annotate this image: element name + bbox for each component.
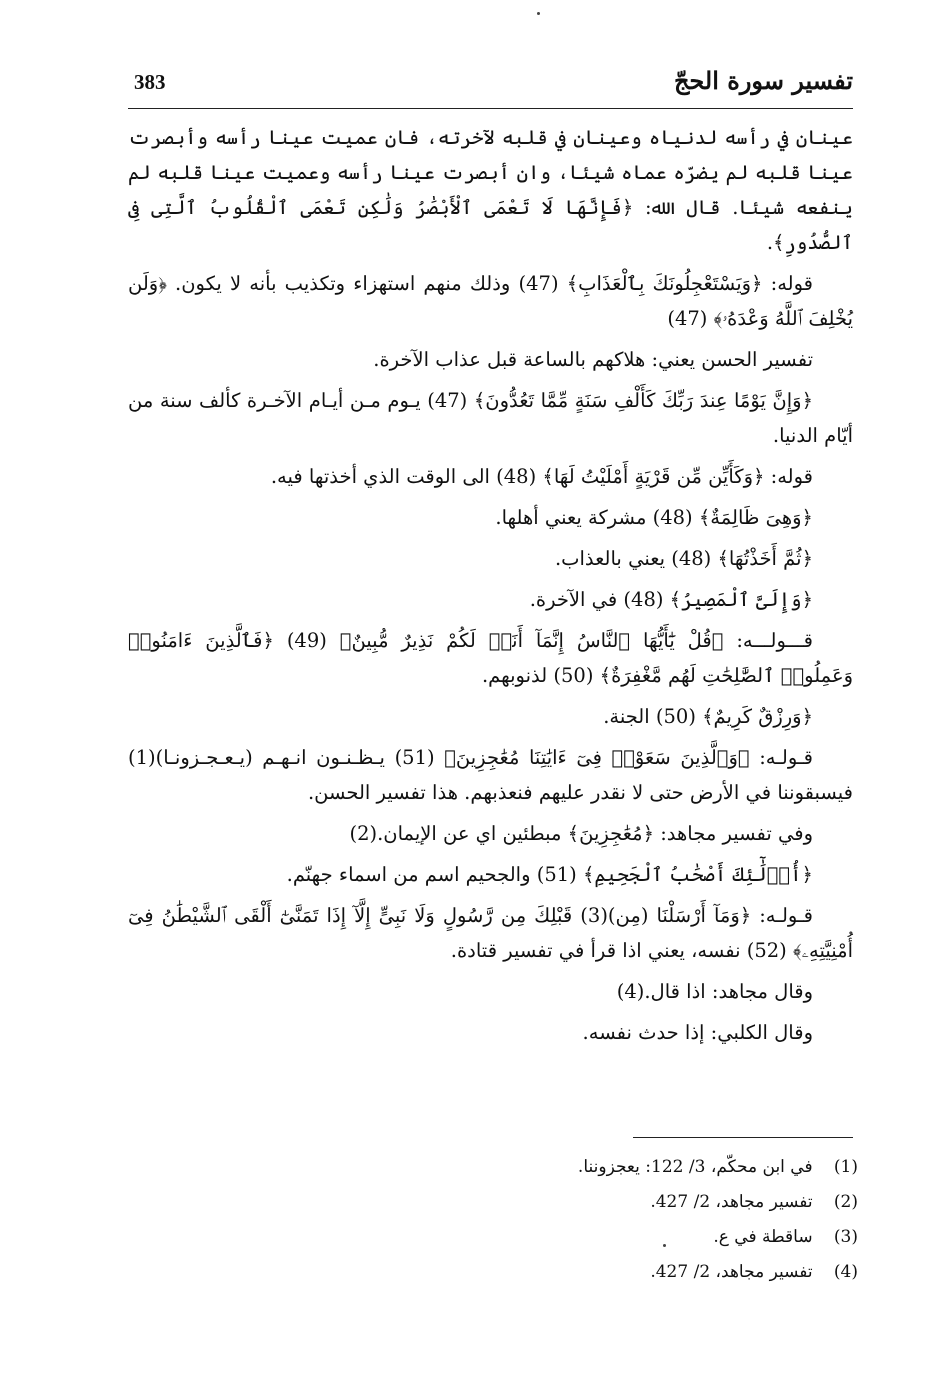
footnote-text: تفسير مجاهد، 2/ 427. — [650, 1262, 813, 1282]
paragraph: قوله: ﴿وَيَسْتَعْجِلُونَكَ بِٱلْعَذَابِ﴾ (47) وذلك منهم استهزاء وتكذيب بأنه لا يكون. ﴿وَلَن يُخْلِفَ ٱللَّهُ وَعْدَهُۥ﴾ (47) — [128, 272, 853, 330]
page-header — [128, 62, 853, 109]
running-title: تفسير سورة الحجّ — [673, 66, 853, 95]
main-text — [128, 120, 853, 1056]
footnote — [400, 1185, 858, 1220]
paragraph: وقال الكلبي: إذا حدث نفسه. — [582, 1021, 813, 1044]
footnote-number: (4) — [833, 1262, 858, 1282]
scan-speck — [663, 1244, 666, 1247]
paragraph: ﴿ثُمَّ أَخَذْتُهَا﴾ (48) يعني بالعذاب. — [554, 547, 813, 570]
paragraph: وفي تفسير مجاهد: ﴿مُعَٰجِزِينَ﴾ مبطئين اي عن الإيمان.(2) — [349, 822, 813, 845]
footnote — [400, 1220, 858, 1255]
paragraph: تفسير الحسن يعني: هلاكهم بالساعة قبل عذاب الآخرة. — [373, 348, 813, 371]
paragraph: وقال مجاهد: اذا قال.(4) — [616, 980, 813, 1003]
page-number: 383 — [134, 70, 166, 94]
paragraph: ﴿وَإِلَىَّ ٱلْمَصِيرُ﴾ (48) في الآخرة. — [529, 588, 813, 611]
footnotes — [400, 1150, 858, 1290]
footnote-number: (3) — [833, 1227, 858, 1247]
footnote-text: في ابن محكّم، 3/ 122: يعجزوننا. — [577, 1157, 813, 1177]
paragraph: ﴿وَهِىَ ظَالِمَةٌ﴾ (48) مشركة يعني أهلها. — [495, 506, 813, 529]
footnote-separator — [633, 1137, 853, 1138]
paragraph: عينان في رأسه لدنياه وعينان في قلبه لآخرته، فان عميت عينا رأسه وأبصرت عينا قلبه لم يضرّه عماه شيئا، وان أبصرت عينا رأسه وعميت عينا قلبه لم ينفعه شيئا. قال الله: ﴿فَإِنَّهَا لَا تَعْمَى ٱلْأَبْصَٰرُ وَلَٰكِن تَعْمَى ٱلْقُلُوبُ ٱلَّتِى فِى ٱلصُّدُورِ﴾. — [128, 126, 853, 254]
paragraph: قـولـه: ﴿وَٱلَّذِينَ سَعَوْا۟ فِىٓ ءَايَٰتِنَا مُعَٰجِزِينَ﴾ (51) يـظـنـون انـهـم (يـعـجـزونـا)(1) فيسبقوننا في الأرض حتى لا نقدر عليهم فنعذبهم. هذا تفسير الحسن. — [128, 746, 853, 804]
paragraph: ﴿وَرِزْقٌ كَرِيمٌ﴾ (50) الجنة. — [603, 705, 813, 728]
footnote-text: ساقطة في ع. — [713, 1227, 813, 1247]
footnote — [400, 1255, 858, 1290]
paragraph: قوله: ﴿وَكَأَيِّن مِّن قَرْيَةٍ أَمْلَيْتُ لَهَا﴾ (48) الى الوقت الذي أخذتها فيه. — [270, 465, 813, 488]
paragraph: ﴿وَإِنَّ يَوْمًا عِندَ رَبِّكَ كَأَلْفِ سَنَةٍ مِّمَّا تَعُدُّونَ﴾ (47) يـوم مـن أيـام الآخـرة كألف سنة من أيّام الدنيا. — [128, 389, 853, 447]
footnote-number: (1) — [833, 1157, 858, 1177]
footnote-number: (2) — [833, 1192, 858, 1212]
scan-speck — [537, 12, 540, 15]
paragraph: قـولـه: ﴿وَمَآ أَرْسَلْنَا (مِن)(3) قَبْلِكَ مِن رَّسُولٍ وَلَا نَبِىٍّ إِلَّآ إِذَا تَمَنَّىٰٓ أَلْقَى ٱلشَّيْطَٰنُ فِىٓ أُمْنِيَّتِهِۦ﴾ (52) نفسه، يعني اذا قرأ في تفسير قتادة. — [128, 904, 853, 962]
footnote — [400, 1150, 858, 1185]
paragraph: ﴿أُو۟لَٰٓئِكَ أَصْحَٰبُ ٱلْجَحِيمِ﴾ (51) والجحيم اسم من اسماء جهنّم. — [286, 863, 813, 886]
paragraph: قـــولـــه: ﴿قُلْ يَٰٓأَيُّهَا ٱلنَّاسُ إِنَّمَآ أَنَا۠ لَكُمْ نَذِيرٌ مُّبِينٌ﴾ (49) ﴿فَٱلَّذِينَ ءَامَنُوا۟ وَعَمِلُوا۟ ٱلصَّٰلِحَٰتِ لَهُم مَّغْفِرَةٌ﴾ (50) لذنوبهم. — [128, 629, 853, 687]
footnote-text: تفسير مجاهد، 2/ 427. — [650, 1192, 813, 1212]
